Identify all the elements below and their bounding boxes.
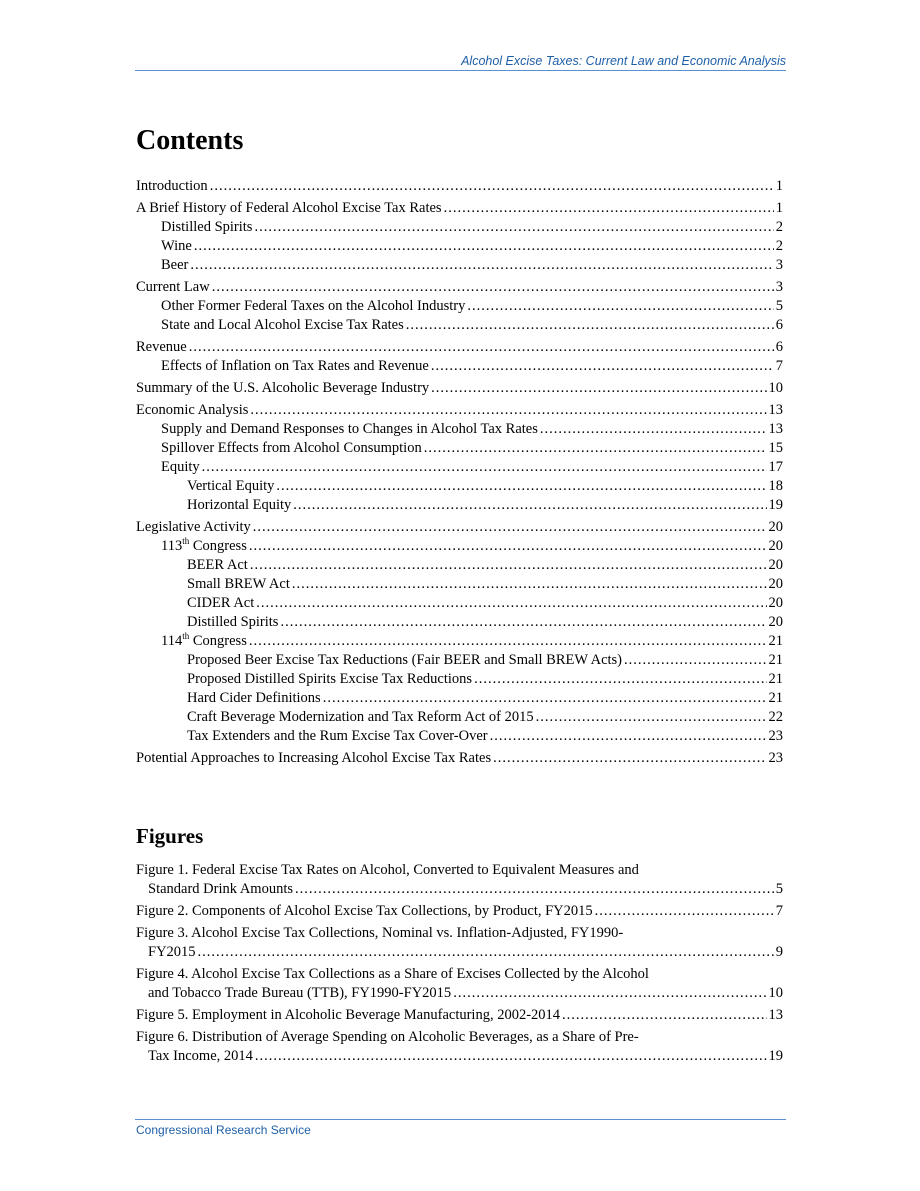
toc-page-number: 6 — [775, 339, 783, 355]
toc-entry-title: Tax Extenders and the Rum Excise Tax Cover-Over — [187, 728, 488, 744]
toc-entry[interactable] — [136, 651, 783, 670]
toc-page-number: 22 — [768, 709, 783, 725]
figure-title-continuation: and Tobacco Trade Bureau (TTB), FY1990-FY2015 — [148, 985, 452, 1001]
figure-entry[interactable] — [136, 902, 783, 921]
figure-title-line: Figure 5. Employment in Alcoholic Beverage Manufacturing, 2002-2014 — [136, 1007, 561, 1023]
dot-leader — [249, 632, 767, 651]
toc-entry[interactable] — [136, 537, 783, 556]
toc-page-number: 21 — [768, 671, 783, 687]
toc-page-number: 3 — [775, 279, 783, 295]
toc-entry[interactable] — [136, 632, 783, 651]
dot-leader — [212, 278, 774, 297]
dot-leader — [562, 1006, 766, 1025]
figure-page-number: 5 — [775, 881, 783, 897]
toc-entry-title: 113th Congress — [161, 536, 247, 554]
toc-entry[interactable] — [136, 256, 783, 275]
toc-entry-title: Effects of Inflation on Tax Rates and Revenue — [161, 358, 429, 374]
toc-page-number: 23 — [768, 728, 783, 744]
dot-leader — [254, 218, 773, 237]
dot-leader — [249, 537, 767, 556]
dot-leader — [536, 708, 767, 727]
figure-page-number: 13 — [768, 1007, 783, 1023]
toc-entry-title: Distilled Spirits — [161, 219, 253, 235]
figure-entry[interactable] — [136, 1028, 783, 1066]
dot-leader — [256, 594, 766, 613]
table-of-contents — [136, 174, 783, 768]
toc-page-number: 20 — [768, 576, 783, 592]
toc-entry-title: Distilled Spirits — [187, 614, 279, 630]
toc-entry[interactable] — [136, 357, 783, 376]
toc-entry[interactable] — [136, 401, 783, 420]
toc-entry-title: Potential Approaches to Increasing Alcohol Excise Tax Rates — [136, 750, 492, 766]
toc-page-number: 6 — [775, 317, 783, 333]
toc-entry-title: Wine — [161, 238, 192, 254]
toc-entry[interactable] — [136, 749, 783, 768]
toc-entry[interactable] — [136, 278, 783, 297]
dot-leader — [293, 496, 766, 515]
dot-leader — [210, 177, 774, 196]
running-header-title: Alcohol Excise Taxes: Current Law and Economic Analysis — [461, 54, 786, 68]
toc-entry-title: Horizontal Equity — [187, 497, 292, 513]
toc-page-number: 23 — [768, 750, 783, 766]
toc-page-number: 21 — [768, 633, 783, 649]
toc-entry[interactable] — [136, 708, 783, 727]
toc-entry[interactable] — [136, 177, 783, 196]
toc-entry-title: Hard Cider Definitions — [187, 690, 321, 706]
toc-entry[interactable] — [136, 218, 783, 237]
header-rule — [135, 70, 786, 71]
toc-entry-title: Small BREW Act — [187, 576, 290, 592]
dot-leader — [280, 613, 766, 632]
toc-entry-title: Revenue — [136, 339, 187, 355]
toc-entry[interactable] — [136, 556, 783, 575]
dot-leader — [250, 556, 767, 575]
dot-leader — [474, 670, 766, 689]
toc-entry-title: Legislative Activity — [136, 519, 251, 535]
toc-entry[interactable] — [136, 338, 783, 357]
toc-entry-title: A Brief History of Federal Alcohol Excise Tax Rates — [136, 200, 442, 216]
toc-entry-title: Spillover Effects from Alcohol Consumption — [161, 440, 422, 456]
toc-entry[interactable] — [136, 477, 783, 496]
dot-leader — [453, 984, 766, 1003]
toc-entry-title: Introduction — [136, 178, 208, 194]
toc-page-number: 21 — [768, 690, 783, 706]
dot-leader — [198, 943, 774, 962]
toc-entry[interactable] — [136, 727, 783, 746]
toc-page-number: 20 — [768, 538, 783, 554]
dot-leader — [431, 379, 766, 398]
toc-page-number: 1 — [775, 200, 783, 216]
toc-entry[interactable] — [136, 458, 783, 477]
toc-page-number: 18 — [768, 478, 783, 494]
toc-entry-title: Proposed Distilled Spirits Excise Tax Reductions — [187, 671, 473, 687]
toc-entry[interactable] — [136, 496, 783, 515]
dot-leader — [467, 297, 773, 316]
footer-publisher: Congressional Research Service — [136, 1123, 311, 1137]
toc-page-number: 21 — [768, 652, 783, 668]
toc-entry-title: 114th Congress — [161, 631, 247, 649]
dot-leader — [493, 749, 766, 768]
toc-entry[interactable] — [136, 575, 783, 594]
toc-page-number: 1 — [775, 178, 783, 194]
toc-entry-title: Summary of the U.S. Alcoholic Beverage Industry — [136, 380, 430, 396]
dot-leader — [189, 338, 774, 357]
toc-page-number: 10 — [768, 380, 783, 396]
toc-entry[interactable] — [136, 379, 783, 398]
toc-entry-title: BEER Act — [187, 557, 248, 573]
figure-page-number: 19 — [768, 1048, 783, 1064]
toc-entry-title: Current Law — [136, 279, 210, 295]
toc-entry-title: Other Former Federal Taxes on the Alcohol Industry — [161, 298, 466, 314]
dot-leader — [490, 727, 767, 746]
toc-entry[interactable] — [136, 439, 783, 458]
dot-leader — [540, 420, 767, 439]
toc-entry-title: Economic Analysis — [136, 402, 249, 418]
dot-leader — [595, 902, 774, 921]
toc-page-number: 15 — [768, 440, 783, 456]
footer-rule — [135, 1119, 786, 1120]
dot-leader — [624, 651, 767, 670]
toc-page-number: 20 — [768, 519, 783, 535]
toc-entry[interactable] — [136, 594, 783, 613]
dot-leader — [255, 1047, 767, 1066]
dot-leader — [295, 880, 774, 899]
dot-leader — [292, 575, 767, 594]
toc-page-number: 13 — [768, 421, 783, 437]
toc-page-number: 19 — [768, 497, 783, 513]
figure-entry[interactable] — [136, 924, 783, 962]
toc-page-number: 5 — [775, 298, 783, 314]
toc-entry[interactable] — [136, 237, 783, 256]
dot-leader — [253, 518, 767, 537]
dot-leader — [202, 458, 767, 477]
dot-leader — [323, 689, 767, 708]
dot-leader — [276, 477, 766, 496]
figure-title-line: Figure 4. Alcohol Excise Tax Collections as a Share of Excises Collected by the Alcohol — [136, 966, 649, 982]
toc-page-number: 13 — [768, 402, 783, 418]
toc-page-number: 17 — [768, 459, 783, 475]
toc-entry-title: CIDER Act — [187, 595, 255, 611]
toc-page-number: 7 — [775, 358, 783, 374]
figure-page-number: 9 — [775, 944, 783, 960]
toc-entry-title: Vertical Equity — [187, 478, 275, 494]
figure-title-line: Figure 2. Components of Alcohol Excise Tax Collections, by Product, FY2015 — [136, 903, 593, 919]
toc-page-number: 3 — [775, 257, 783, 273]
figure-title-line: Figure 3. Alcohol Excise Tax Collections, Nominal vs. Inflation-Adjusted, FY1990- — [136, 925, 624, 941]
figure-title-line: Figure 6. Distribution of Average Spending on Alcoholic Beverages, as a Share of Pre- — [136, 1029, 639, 1045]
dot-leader — [194, 237, 774, 256]
toc-entry-title: Proposed Beer Excise Tax Reductions (Fair BEER and Small BREW Acts) — [187, 652, 622, 668]
figure-entry[interactable] — [136, 861, 783, 899]
figure-title-continuation: Standard Drink Amounts — [148, 881, 293, 897]
toc-entry[interactable] — [136, 199, 783, 218]
figures-heading: Figures — [136, 824, 204, 848]
toc-entry-title: Craft Beverage Modernization and Tax Reform Act of 2015 — [187, 709, 534, 725]
figure-entry[interactable] — [136, 1006, 783, 1025]
dot-leader — [250, 401, 766, 420]
toc-page-number: 20 — [768, 557, 783, 573]
toc-entry-title: Equity — [161, 459, 200, 475]
figure-page-number: 10 — [768, 985, 783, 1001]
figure-title-continuation: Tax Income, 2014 — [148, 1048, 253, 1064]
figure-entry[interactable] — [136, 965, 783, 1003]
toc-entry[interactable] — [136, 316, 783, 335]
list-of-figures — [136, 858, 783, 1066]
dot-leader — [444, 199, 774, 218]
toc-page-number: 20 — [768, 614, 783, 630]
dot-leader — [431, 357, 774, 376]
figure-title-continuation: FY2015 — [148, 944, 196, 960]
contents-heading: Contents — [136, 125, 244, 156]
toc-entry[interactable] — [136, 689, 783, 708]
dot-leader — [406, 316, 774, 335]
toc-entry[interactable] — [136, 670, 783, 689]
toc-entry-title: State and Local Alcohol Excise Tax Rates — [161, 317, 404, 333]
dot-leader — [424, 439, 767, 458]
dot-leader — [190, 256, 773, 275]
toc-entry[interactable] — [136, 518, 783, 537]
figure-page-number: 7 — [775, 903, 783, 919]
toc-entry-title: Beer — [161, 257, 189, 273]
toc-entry[interactable] — [136, 297, 783, 316]
figure-title-line: Figure 1. Federal Excise Tax Rates on Alcohol, Converted to Equivalent Measures and — [136, 862, 639, 878]
toc-entry-title: Supply and Demand Responses to Changes in Alcohol Tax Rates — [161, 421, 538, 437]
toc-entry[interactable] — [136, 613, 783, 632]
toc-page-number: 2 — [775, 219, 783, 235]
toc-page-number: 2 — [775, 238, 783, 254]
toc-page-number: 20 — [768, 595, 783, 611]
toc-entry[interactable] — [136, 420, 783, 439]
